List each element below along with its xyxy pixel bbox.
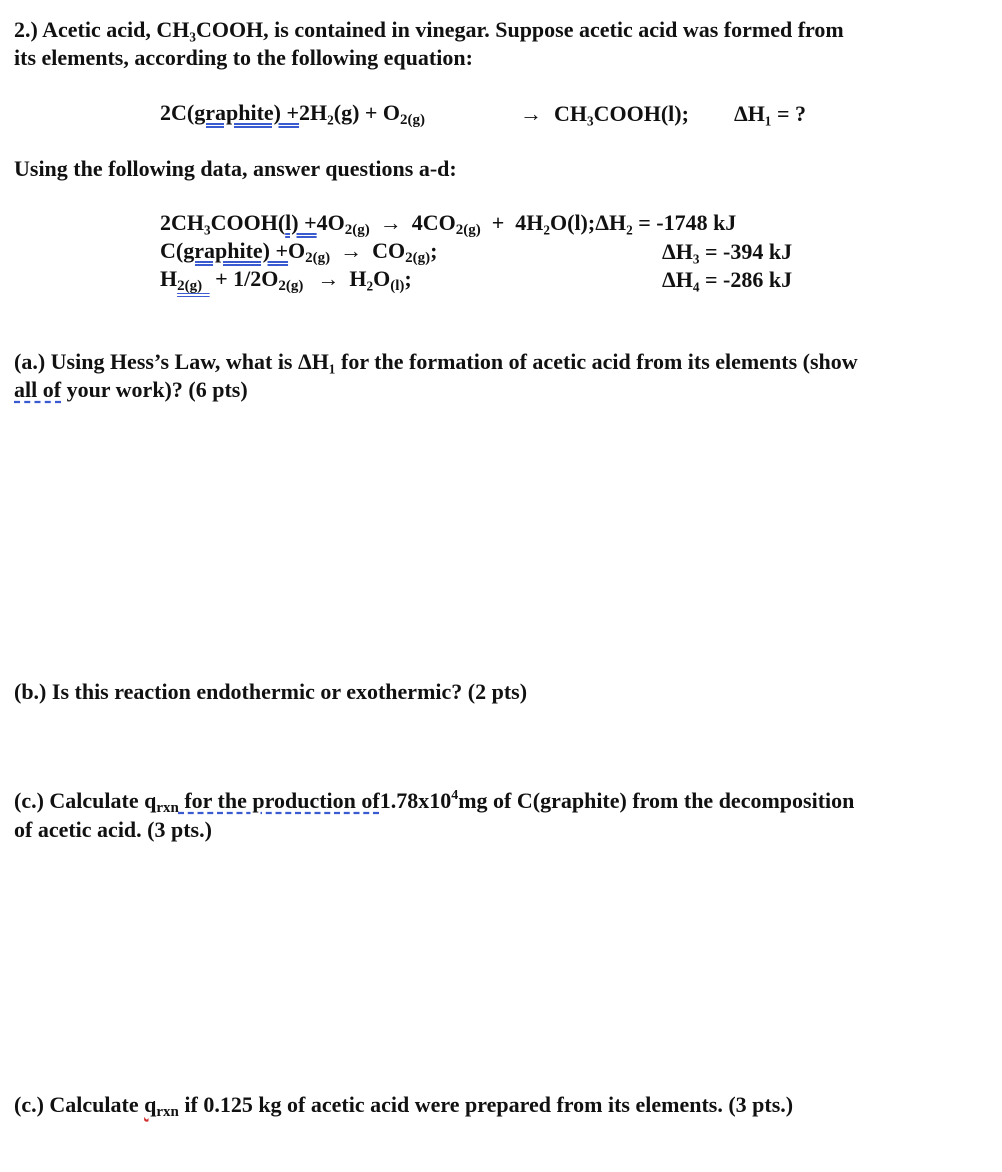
data-equation-2 [160, 238, 437, 264]
part-c1-q-sub: rxn [156, 800, 179, 816]
eq3-water-sub: (l) [390, 278, 405, 294]
part-a-line1: (a.) Using Hess’s Law, what is ΔH₁ for the formation of acetic acid from its elements (show [14, 349, 858, 374]
data-intro: Using the following data, answer questions a-d: [14, 156, 457, 181]
eq3-arrow: → [317, 266, 340, 291]
data-equation-3 [160, 266, 412, 292]
part-c1-for-production: for the production of [178, 788, 380, 813]
main-eq-reactants: 2H₂(g) + O [299, 100, 401, 125]
eq2-oxygen-sub: 2(g) [305, 250, 331, 266]
eq1-arrow: → [379, 210, 402, 235]
eq3-enthalpy: ΔH₄ = -286 kJ [662, 267, 793, 292]
part-c1-rest: mg of C(graphite) from the decomposition [458, 788, 855, 813]
main-eq-enthalpy: ΔH₁ = ? [734, 101, 807, 126]
main-eq-arrow: → [520, 101, 542, 126]
eq1-rest: + 4H₂O(l);ΔH₂ = -1748 kJ [480, 210, 737, 235]
part-c2-rest: if 0.125 kg of acetic acid were prepared from its elements. (3 pts.) [178, 1092, 794, 1117]
part-b: (b.) Is this reaction endothermic or exothermic? (2 pts) [14, 679, 528, 704]
eq3-hydrogen: H [160, 266, 178, 291]
part-c1-line2: of acetic acid. (3 pts.) [14, 817, 212, 842]
eq2-co2-sub: 2(g) [405, 250, 431, 266]
eq3-oxygen-sub: 2(g) [278, 278, 304, 294]
eq2-semicolon: ; [430, 238, 438, 263]
eq1-reactant: 2CH₃COOH( [160, 210, 286, 235]
eq3-water: H₂O [349, 266, 391, 291]
main-equation [160, 100, 425, 126]
part-c1-line1 [14, 788, 854, 814]
part-a-all-of: all of [14, 377, 62, 402]
part-c2-q-letter: q [144, 1092, 157, 1117]
part-c2-q [144, 1092, 179, 1118]
eq3-oxygen: + 1/2O [209, 266, 279, 291]
question-intro-line1: 2.) Acetic acid, CH₃COOH, is contained in vinegar. Suppose acetic acid was formed from [14, 17, 844, 42]
part-c2 [14, 1092, 793, 1118]
eq1-reactant-state: l) + [285, 210, 317, 235]
part-c2-q-sub: rxn [156, 1104, 179, 1120]
main-eq-reactant-carbon: 2C( [160, 100, 195, 125]
eq2-arrow: → [340, 238, 363, 263]
part-c2-prefix: (c.) Calculate [14, 1092, 145, 1117]
part-a-line2 [14, 376, 248, 404]
part-c1-prefix: (c.) Calculate q [14, 788, 157, 813]
eq3-gap [202, 278, 210, 294]
eq1-oxygen-sub: 2(g) [344, 222, 370, 238]
eq2-graphite: graphite) + [183, 238, 289, 263]
eq3-hydrogen-sub-text: 2(g) [177, 278, 203, 294]
eq1-co2: 4CO [411, 210, 456, 235]
data-equation-1 [160, 210, 736, 236]
question-intro-line2: its elements, according to the following equation: [14, 45, 473, 70]
eq2-enthalpy: ΔH₃ = -394 kJ [662, 239, 793, 264]
eq3-semicolon: ; [404, 266, 412, 291]
eq1-co2-sub: 2(g) [455, 222, 481, 238]
main-eq-o2-subscript: 2(g) [400, 112, 426, 128]
main-eq-graphite: graphite) + [194, 100, 300, 125]
main-eq-product: CH₃COOH(l); [554, 101, 689, 126]
part-a-line2-rest: your work)? (6 pts) [61, 377, 248, 402]
eq2-oxygen: O [288, 238, 306, 263]
eq3-hydrogen-sub [177, 278, 210, 295]
part-c1-exponent: 4 [451, 788, 459, 803]
eq2-carbon: C( [160, 238, 184, 263]
eq2-co2: CO [372, 238, 406, 263]
eq1-oxygen: 4O [316, 210, 345, 235]
part-c1-mass: 1.78x10 [379, 788, 452, 813]
